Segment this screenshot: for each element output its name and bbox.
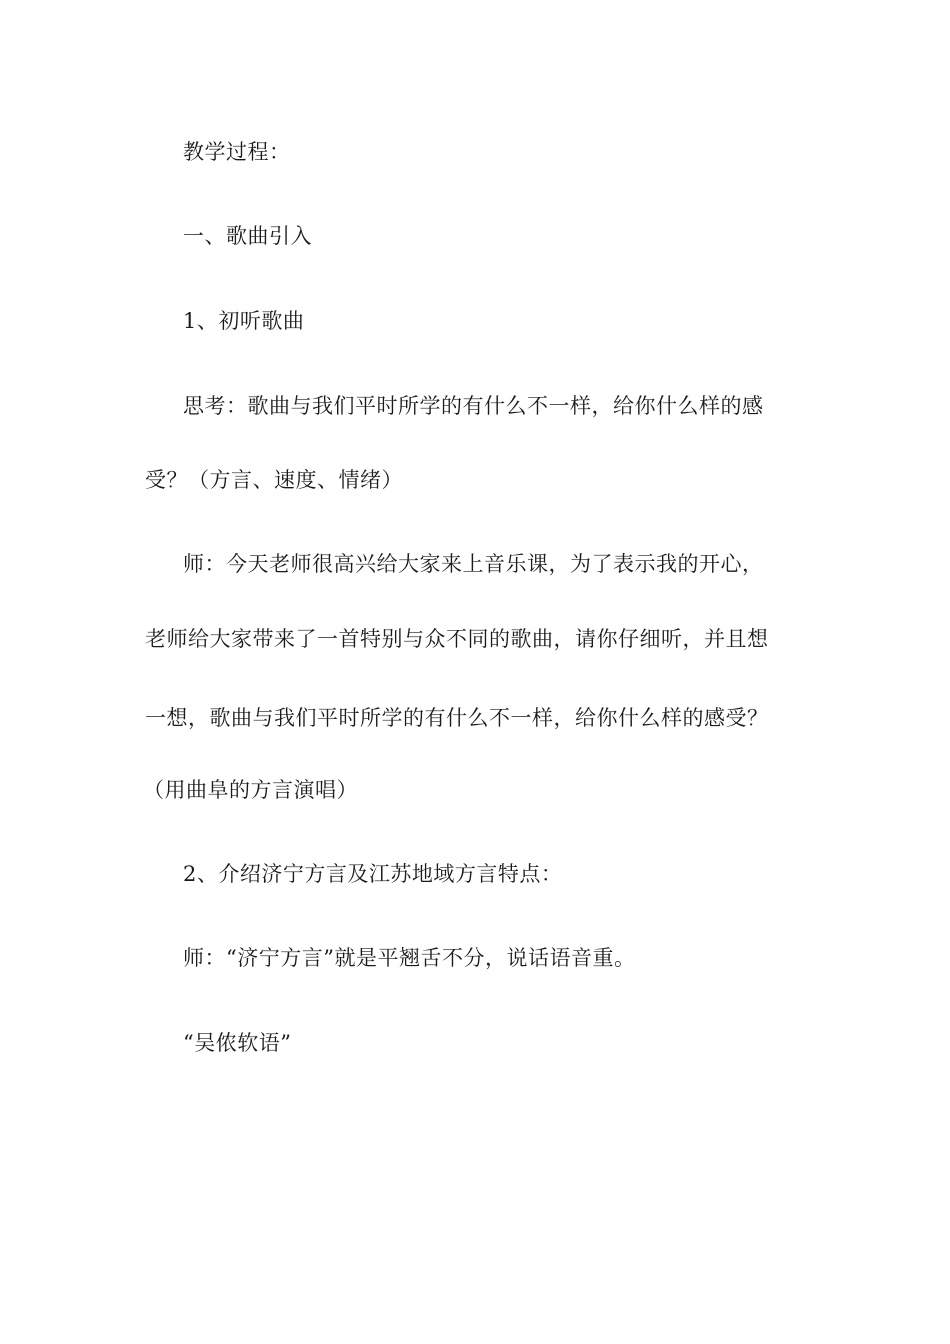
subheading-dialect-features: 2、介绍济宁方言及江苏地域方言特点： — [183, 862, 563, 886]
paragraph-teacher-line-1: 师：今天老师很高兴给大家来上音乐课，为了表示我的开心， — [183, 552, 764, 576]
paragraph-teacher-line-4: （用曲阜的方言演唱） — [143, 778, 358, 802]
paragraph-teacher-line-2: 老师给大家带来了一首特别与众不同的歌曲，请你仔细听，并且想 — [145, 627, 769, 651]
paragraph-think-line-2: 受？（方言、速度、情绪） — [145, 468, 403, 492]
heading-teaching-process: 教学过程： — [183, 140, 291, 164]
paragraph-teacher-line-3: 一想，歌曲与我们平时所学的有什么不一样，给你什么样的感受？ — [145, 706, 769, 730]
paragraph-jining-dialect: 师：“济宁方言”就是平翘舌不分，说话语音重。 — [183, 946, 636, 970]
subheading-first-listen: 1、初听歌曲 — [183, 309, 305, 333]
paragraph-wu-dialect: “吴侬软语” — [183, 1031, 292, 1055]
paragraph-think-line-1: 思考：歌曲与我们平时所学的有什么不一样，给你什么样的感 — [183, 394, 764, 418]
section-heading-song-intro: 一、歌曲引入 — [183, 224, 312, 248]
